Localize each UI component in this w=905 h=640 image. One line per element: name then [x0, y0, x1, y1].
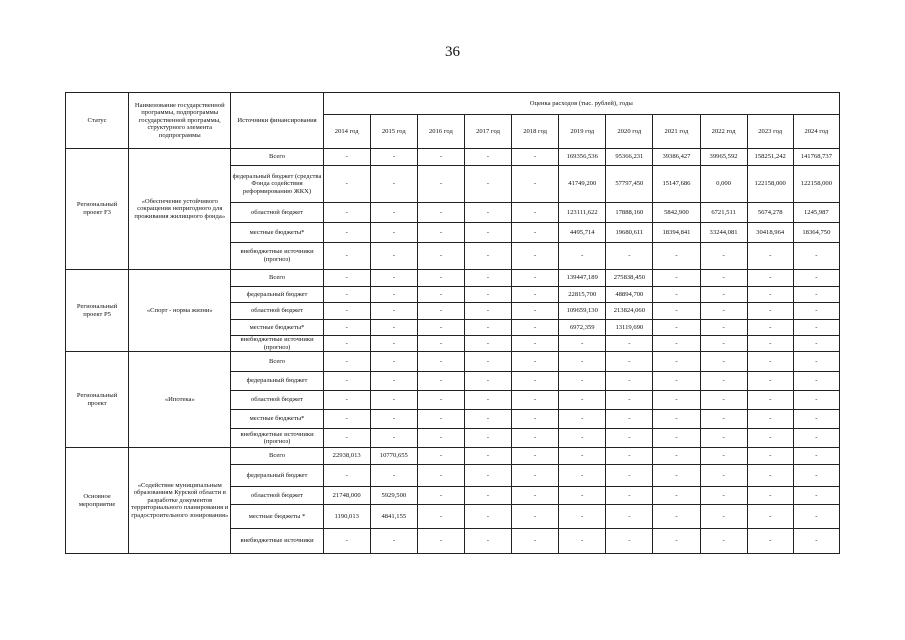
source-cell: Всего — [231, 149, 323, 166]
value-cell: - — [464, 505, 511, 529]
value-cell: - — [793, 429, 839, 448]
value-cell: - — [606, 429, 653, 448]
value-cell: - — [559, 336, 606, 352]
value-cell: 39386,427 — [653, 149, 700, 166]
value-cell: 122158,000 — [747, 166, 793, 203]
source-cell: местные бюджеты* — [231, 410, 323, 429]
value-cell: - — [559, 448, 606, 465]
value-cell: - — [512, 372, 559, 391]
value-cell: - — [700, 352, 747, 372]
source-cell: Всего — [231, 352, 323, 372]
value-cell: - — [700, 391, 747, 410]
value-cell: - — [323, 303, 370, 320]
source-cell: областной бюджет — [231, 391, 323, 410]
header-year: 2018 год — [512, 115, 559, 149]
value-cell: 21748,000 — [323, 487, 370, 505]
value-cell: - — [417, 529, 464, 554]
value-cell: - — [323, 243, 370, 270]
value-cell: 213824,060 — [606, 303, 653, 320]
value-cell: - — [700, 487, 747, 505]
source-cell: областной бюджет — [231, 203, 323, 223]
value-cell: - — [370, 203, 417, 223]
value-cell: 5842,900 — [653, 203, 700, 223]
value-cell: - — [653, 320, 700, 336]
value-cell: - — [606, 352, 653, 372]
value-cell: - — [747, 270, 793, 287]
value-cell: - — [747, 243, 793, 270]
value-cell: - — [512, 505, 559, 529]
page-number: 36 — [445, 44, 460, 60]
header-year: 2017 год — [464, 115, 511, 149]
value-cell: 122158,000 — [793, 166, 839, 203]
value-cell: 123111,622 — [559, 203, 606, 223]
value-cell: - — [700, 336, 747, 352]
header-year: 2019 год — [559, 115, 606, 149]
value-cell: - — [417, 487, 464, 505]
value-cell: - — [464, 270, 511, 287]
value-cell: - — [323, 465, 370, 487]
value-cell: - — [700, 465, 747, 487]
header-year: 2023 год — [747, 115, 793, 149]
value-cell: - — [323, 223, 370, 243]
value-cell: - — [417, 429, 464, 448]
value-cell: - — [512, 303, 559, 320]
value-cell: 17888,160 — [606, 203, 653, 223]
value-cell: - — [417, 410, 464, 429]
value-cell: 15147,686 — [653, 166, 700, 203]
value-cell: - — [559, 391, 606, 410]
value-cell: 109659,130 — [559, 303, 606, 320]
value-cell: - — [747, 352, 793, 372]
value-cell: 4841,155 — [370, 505, 417, 529]
value-cell: - — [747, 287, 793, 303]
value-cell: - — [606, 336, 653, 352]
value-cell: - — [512, 223, 559, 243]
value-cell: 139447,189 — [559, 270, 606, 287]
source-cell: Всего — [231, 270, 323, 287]
value-cell: - — [464, 448, 511, 465]
value-cell: - — [653, 243, 700, 270]
value-cell: 4495,714 — [559, 223, 606, 243]
value-cell: - — [793, 487, 839, 505]
value-cell: - — [606, 391, 653, 410]
value-cell: - — [417, 391, 464, 410]
value-cell: - — [700, 270, 747, 287]
value-cell: - — [417, 203, 464, 223]
value-cell: - — [417, 505, 464, 529]
value-cell: - — [793, 303, 839, 320]
value-cell: - — [370, 303, 417, 320]
value-cell: 5929,500 — [370, 487, 417, 505]
table-row — [66, 352, 840, 372]
header-year: 2014 год — [323, 115, 370, 149]
value-cell: - — [700, 505, 747, 529]
value-cell: - — [370, 352, 417, 372]
header-estimate: Оценка расходов (тыс. рублей), годы — [323, 93, 839, 115]
value-cell: 141768,737 — [793, 149, 839, 166]
source-cell: федеральный бюджет — [231, 465, 323, 487]
value-cell: - — [747, 487, 793, 505]
value-cell: - — [512, 243, 559, 270]
value-cell: - — [700, 320, 747, 336]
value-cell: - — [417, 320, 464, 336]
table-row — [66, 149, 840, 166]
header-sources: Источники финансирования — [231, 93, 323, 149]
value-cell: - — [747, 303, 793, 320]
value-cell: 18364,750 — [793, 223, 839, 243]
budget-table — [65, 92, 840, 554]
value-cell: - — [653, 352, 700, 372]
value-cell: - — [700, 410, 747, 429]
value-cell: - — [606, 529, 653, 554]
value-cell: - — [417, 270, 464, 287]
source-cell: местные бюджеты* — [231, 320, 323, 336]
value-cell: - — [653, 303, 700, 320]
value-cell: - — [606, 487, 653, 505]
value-cell: - — [559, 352, 606, 372]
header-year: 2024 год — [793, 115, 839, 149]
value-cell: - — [512, 487, 559, 505]
table-row — [66, 270, 840, 287]
value-cell: - — [417, 336, 464, 352]
source-cell: внебюджетные источники (прогноз) — [231, 336, 323, 352]
value-cell: - — [793, 391, 839, 410]
value-cell: - — [653, 505, 700, 529]
value-cell: - — [653, 372, 700, 391]
value-cell: - — [464, 203, 511, 223]
value-cell: - — [512, 352, 559, 372]
value-cell: - — [559, 243, 606, 270]
program-name-cell: «Обеспечение устойчивого сокращения непригодного для проживания жилищного фонда» — [129, 149, 231, 270]
value-cell: - — [512, 149, 559, 166]
value-cell: - — [747, 391, 793, 410]
source-cell: федеральный бюджет (средства Фонда содействия реформированию ЖКХ) — [231, 166, 323, 203]
status-cell: Основное мероприятие — [66, 448, 129, 554]
value-cell: 95366,231 — [606, 149, 653, 166]
value-cell: - — [512, 391, 559, 410]
value-cell: - — [323, 149, 370, 166]
value-cell: - — [793, 243, 839, 270]
value-cell: - — [747, 429, 793, 448]
value-cell: - — [323, 391, 370, 410]
status-cell: Региональный проект F3 — [66, 149, 129, 270]
value-cell: - — [370, 429, 417, 448]
value-cell: - — [653, 429, 700, 448]
value-cell: - — [512, 448, 559, 465]
value-cell: - — [747, 372, 793, 391]
value-cell: - — [606, 505, 653, 529]
source-cell: федеральный бюджет — [231, 287, 323, 303]
value-cell: - — [370, 391, 417, 410]
value-cell: - — [464, 287, 511, 303]
value-cell: - — [747, 505, 793, 529]
value-cell: - — [747, 529, 793, 554]
value-cell: - — [512, 270, 559, 287]
source-cell: областной бюджет — [231, 303, 323, 320]
value-cell: - — [417, 166, 464, 203]
value-cell: 39965,592 — [700, 149, 747, 166]
program-name-cell: «Спорт - норма жизни» — [129, 270, 231, 352]
header-year: 2020 год — [606, 115, 653, 149]
value-cell: - — [793, 270, 839, 287]
value-cell: - — [417, 287, 464, 303]
value-cell: - — [793, 320, 839, 336]
value-cell: 5674,278 — [747, 203, 793, 223]
value-cell: - — [370, 410, 417, 429]
value-cell: - — [370, 270, 417, 287]
header-year: 2015 год — [370, 115, 417, 149]
value-cell: - — [793, 529, 839, 554]
value-cell: 6721,511 — [700, 203, 747, 223]
value-cell: - — [464, 487, 511, 505]
value-cell: - — [370, 223, 417, 243]
value-cell: - — [323, 429, 370, 448]
value-cell: - — [464, 372, 511, 391]
value-cell: - — [464, 149, 511, 166]
value-cell: - — [559, 529, 606, 554]
value-cell: 6972,359 — [559, 320, 606, 336]
value-cell: - — [606, 372, 653, 391]
value-cell: - — [653, 270, 700, 287]
value-cell: - — [793, 352, 839, 372]
value-cell: - — [370, 166, 417, 203]
value-cell: 1190,013 — [323, 505, 370, 529]
value-cell: - — [464, 391, 511, 410]
value-cell: 22815,700 — [559, 287, 606, 303]
value-cell: 57797,450 — [606, 166, 653, 203]
value-cell: - — [653, 287, 700, 303]
value-cell: - — [323, 336, 370, 352]
source-cell: внебюджетные источники (прогноз) — [231, 429, 323, 448]
value-cell: - — [653, 529, 700, 554]
value-cell: 18394,841 — [653, 223, 700, 243]
source-cell: местные бюджеты* — [231, 223, 323, 243]
value-cell: - — [793, 465, 839, 487]
source-cell: внебюджетные источники — [231, 529, 323, 554]
value-cell: 33244,081 — [700, 223, 747, 243]
value-cell: - — [417, 223, 464, 243]
value-cell: - — [512, 166, 559, 203]
program-name-cell: «Содействие муниципальным образованиям Курской области в разработке документов территориального планирования и градостроительного зонирования» — [129, 448, 231, 554]
value-cell: - — [323, 320, 370, 336]
value-cell: - — [464, 410, 511, 429]
value-cell: - — [606, 465, 653, 487]
value-cell: - — [323, 203, 370, 223]
value-cell: - — [417, 352, 464, 372]
value-cell: - — [559, 410, 606, 429]
value-cell: - — [747, 448, 793, 465]
value-cell: 30418,964 — [747, 223, 793, 243]
table-body — [66, 149, 840, 554]
value-cell: - — [653, 448, 700, 465]
value-cell: - — [464, 303, 511, 320]
value-cell: - — [417, 149, 464, 166]
value-cell: 41749,200 — [559, 166, 606, 203]
status-cell: Региональный проект P5 — [66, 270, 129, 352]
value-cell: - — [370, 287, 417, 303]
value-cell: - — [793, 448, 839, 465]
value-cell: - — [747, 410, 793, 429]
value-cell: - — [747, 465, 793, 487]
value-cell: - — [370, 243, 417, 270]
value-cell: - — [417, 243, 464, 270]
value-cell: - — [793, 287, 839, 303]
value-cell: - — [793, 410, 839, 429]
value-cell: - — [417, 448, 464, 465]
value-cell: 275838,450 — [606, 270, 653, 287]
table-row — [66, 448, 840, 465]
value-cell: - — [700, 243, 747, 270]
value-cell: - — [606, 410, 653, 429]
value-cell: - — [370, 529, 417, 554]
header-year: 2021 год — [653, 115, 700, 149]
value-cell: - — [793, 336, 839, 352]
value-cell: - — [512, 429, 559, 448]
value-cell: - — [559, 465, 606, 487]
value-cell: - — [700, 372, 747, 391]
value-cell: - — [512, 529, 559, 554]
value-cell: 0,000 — [700, 166, 747, 203]
value-cell: - — [464, 352, 511, 372]
program-name-cell: «Ипотека» — [129, 352, 231, 448]
value-cell: - — [512, 203, 559, 223]
value-cell: - — [370, 372, 417, 391]
value-cell: - — [323, 372, 370, 391]
value-cell: - — [464, 223, 511, 243]
value-cell: - — [323, 529, 370, 554]
value-cell: - — [323, 270, 370, 287]
value-cell: - — [323, 410, 370, 429]
value-cell: 10770,655 — [370, 448, 417, 465]
value-cell: - — [464, 529, 511, 554]
source-cell: областной бюджет — [231, 487, 323, 505]
value-cell: - — [323, 166, 370, 203]
status-cell: Региональный проект — [66, 352, 129, 448]
value-cell: - — [653, 391, 700, 410]
value-cell: - — [370, 149, 417, 166]
value-cell: - — [464, 429, 511, 448]
value-cell: - — [793, 505, 839, 529]
value-cell: 22938,013 — [323, 448, 370, 465]
value-cell: - — [606, 448, 653, 465]
value-cell: - — [512, 287, 559, 303]
value-cell: - — [370, 336, 417, 352]
value-cell: - — [653, 410, 700, 429]
value-cell: 158251,242 — [747, 149, 793, 166]
source-cell: местные бюджеты * — [231, 505, 323, 529]
header-name: Наименование государственной программы, подпрограммы государственной программы, структурного элемента подпрограммы — [129, 93, 231, 149]
value-cell: - — [653, 487, 700, 505]
value-cell: 13119,690 — [606, 320, 653, 336]
value-cell: - — [370, 320, 417, 336]
value-cell: - — [653, 336, 700, 352]
value-cell: - — [700, 287, 747, 303]
value-cell: - — [700, 303, 747, 320]
source-cell: Всего — [231, 448, 323, 465]
source-cell: федеральный бюджет — [231, 372, 323, 391]
value-cell: 169356,536 — [559, 149, 606, 166]
value-cell: - — [559, 487, 606, 505]
value-cell: - — [793, 372, 839, 391]
value-cell: - — [700, 429, 747, 448]
value-cell: - — [700, 529, 747, 554]
value-cell: - — [512, 465, 559, 487]
value-cell: - — [512, 336, 559, 352]
value-cell: - — [370, 465, 417, 487]
value-cell: - — [464, 336, 511, 352]
value-cell: 48894,700 — [606, 287, 653, 303]
value-cell: - — [606, 243, 653, 270]
value-cell: - — [700, 448, 747, 465]
value-cell: - — [464, 465, 511, 487]
header-year: 2022 год — [700, 115, 747, 149]
source-cell: внебюджетные источники (прогноз) — [231, 243, 323, 270]
value-cell: - — [747, 336, 793, 352]
value-cell: - — [747, 320, 793, 336]
value-cell: - — [512, 410, 559, 429]
value-cell: - — [559, 372, 606, 391]
value-cell: - — [559, 505, 606, 529]
value-cell: - — [464, 166, 511, 203]
value-cell: 1245,987 — [793, 203, 839, 223]
value-cell: - — [417, 303, 464, 320]
header-status: Статус — [66, 93, 129, 149]
value-cell: - — [417, 465, 464, 487]
value-cell: - — [559, 429, 606, 448]
header-year: 2016 год — [417, 115, 464, 149]
value-cell: - — [417, 372, 464, 391]
value-cell: 19680,611 — [606, 223, 653, 243]
value-cell: - — [464, 243, 511, 270]
value-cell: - — [323, 287, 370, 303]
value-cell: - — [512, 320, 559, 336]
value-cell: - — [653, 465, 700, 487]
value-cell: - — [464, 320, 511, 336]
value-cell: - — [323, 352, 370, 372]
